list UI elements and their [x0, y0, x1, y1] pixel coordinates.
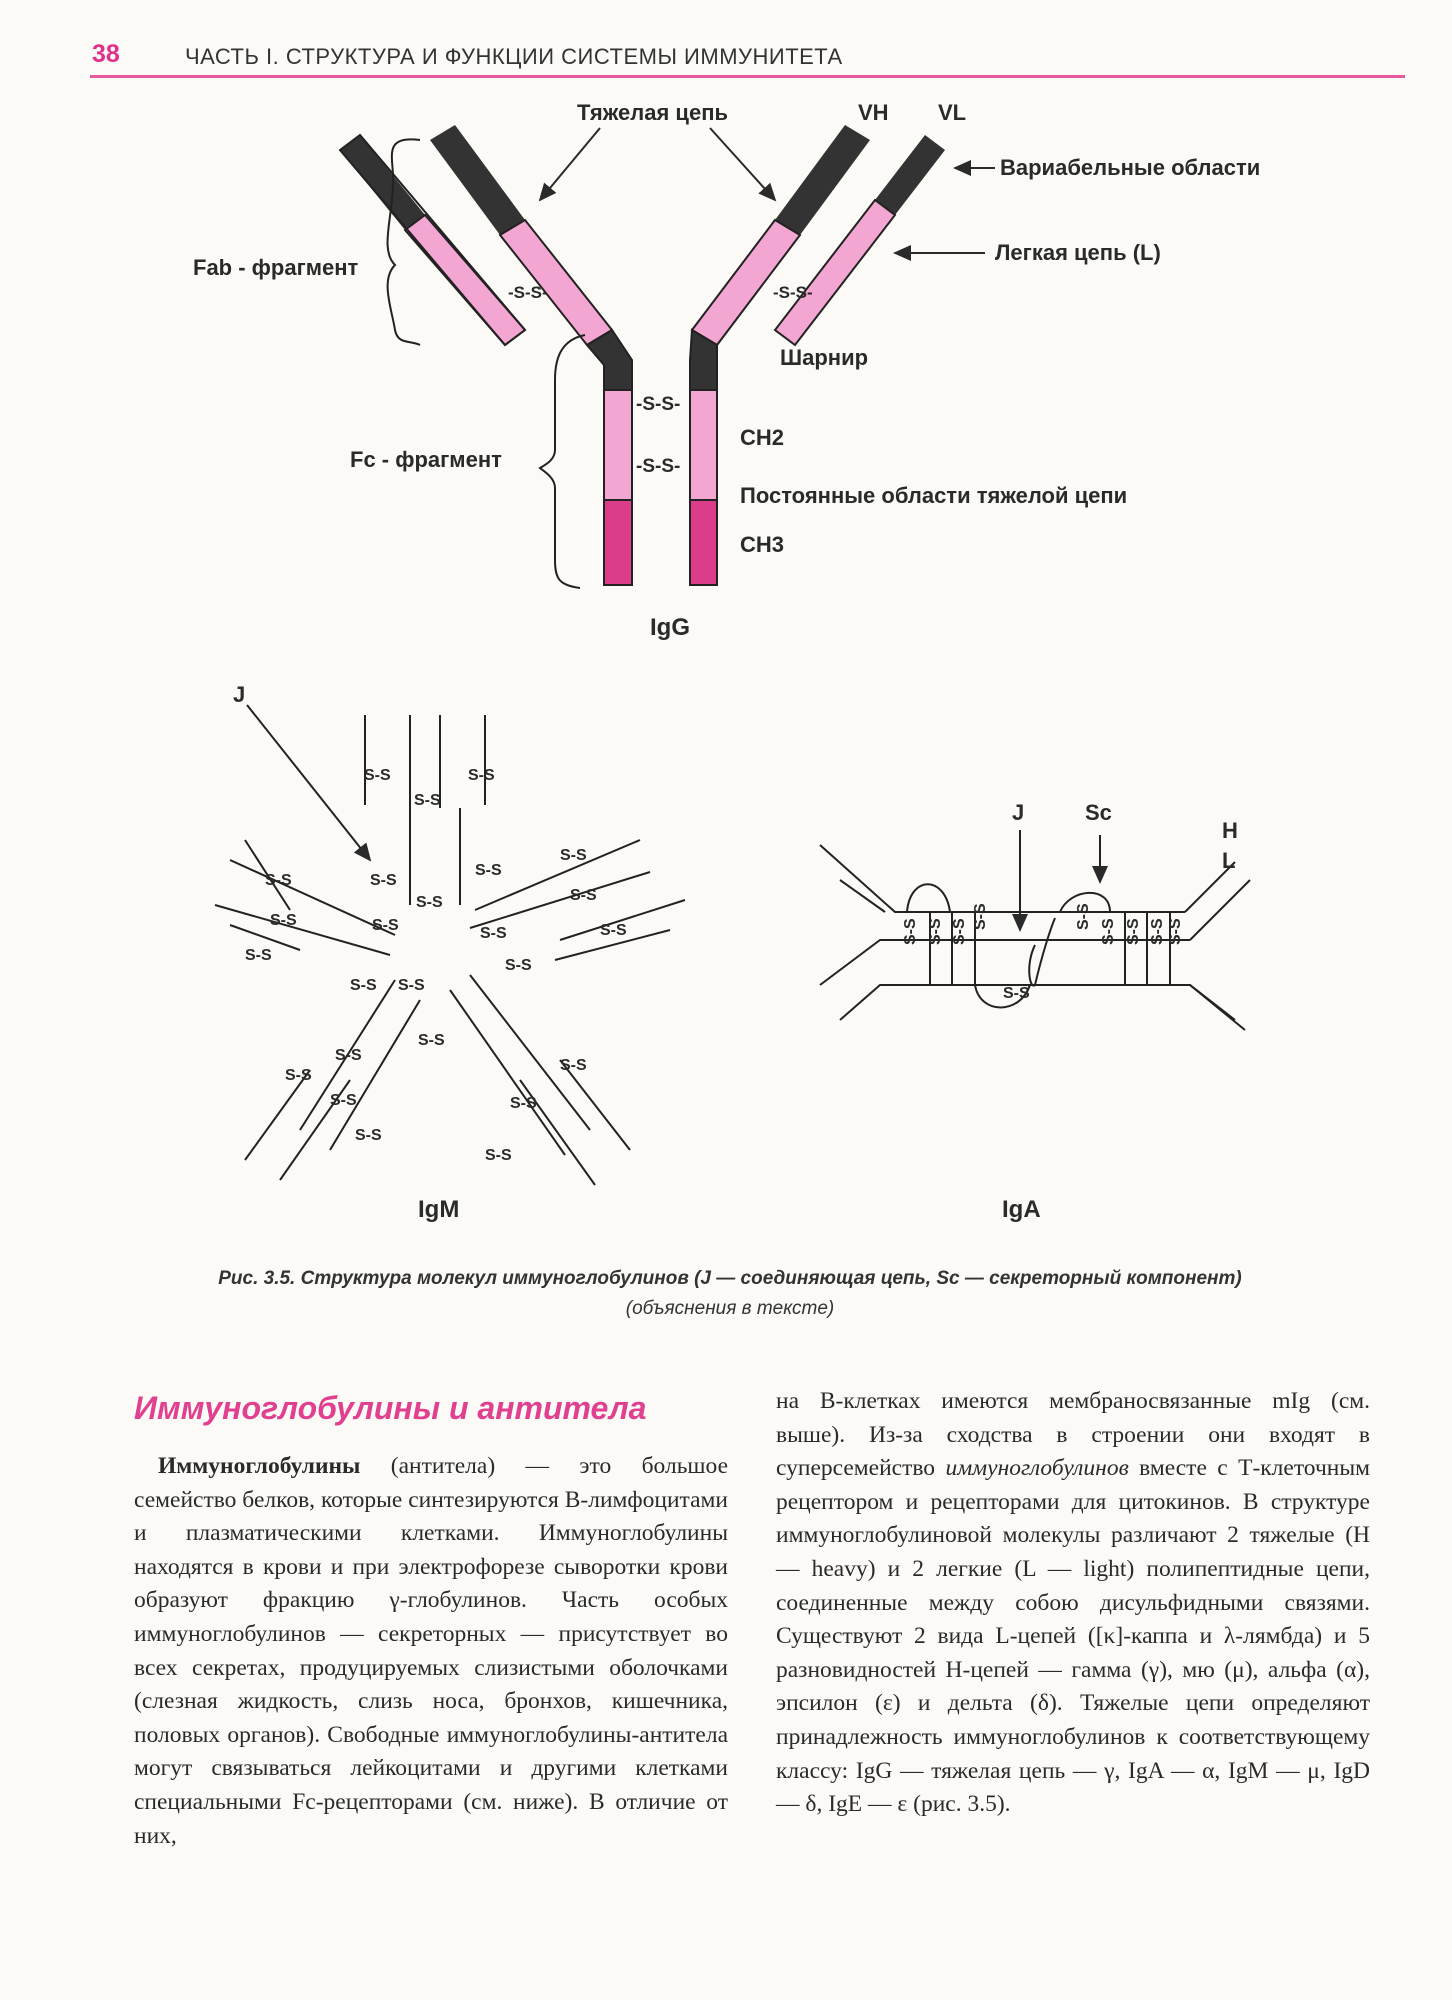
- iga-ss: S-S: [1125, 918, 1142, 945]
- igg-ss-right: -S-S-: [773, 283, 813, 302]
- igm-ss: S-S: [560, 847, 587, 864]
- iga-sc-label: Sc: [1085, 800, 1112, 825]
- left-light-chain: [340, 135, 525, 345]
- variable-regions-label: Вариабельные области: [1000, 155, 1261, 180]
- fab-label: Fab - фрагмент: [193, 255, 359, 280]
- igm-ss: S-S: [416, 894, 443, 911]
- igm-ss: S-S: [335, 1047, 362, 1064]
- figure-caption-line2: (объяснения в тексте): [625, 1298, 835, 1319]
- igm-ss: S-S: [355, 1127, 382, 1144]
- iga-ss: S-S: [1075, 903, 1092, 930]
- heavy-arrow-left: [540, 128, 600, 200]
- fc-label: Fc - фрагмент: [350, 447, 502, 472]
- igm-ss: S-S: [330, 1092, 357, 1109]
- fc-brace: [540, 335, 585, 588]
- right-text-1: на В-клетках имеются мембраносвязанные mIg (см. выше). Из-за сходства в строении они входят в суперсемейство: [776, 1388, 1370, 1482]
- igm-ss: S-S: [350, 977, 377, 994]
- igm-ss: S-S: [414, 792, 441, 809]
- iga-ss: S-S: [1167, 918, 1184, 945]
- iga-dimer: [820, 845, 1250, 1030]
- igg-ss-left: -S-S-: [508, 283, 548, 302]
- igm-j-label: J: [233, 682, 246, 707]
- igg-ss-hinge1: -S-S-: [636, 394, 681, 415]
- iga-h-label: H: [1222, 818, 1238, 843]
- iga-ss: S-S: [902, 918, 919, 945]
- ch2-label: CH2: [740, 425, 785, 450]
- igg-ss-hinge2: -S-S-: [636, 456, 681, 477]
- igm-ss: S-S: [570, 887, 597, 904]
- igm-ss: S-S: [245, 947, 272, 964]
- constant-label: Постоянные области тяжелой цепи: [740, 483, 1128, 508]
- left-column: [134, 1450, 728, 1853]
- lead-term: Иммуноглобулины: [158, 1453, 361, 1479]
- section-title: Иммуноглобулины и антитела: [134, 1390, 647, 1426]
- heavy-arrow-right: [710, 128, 775, 200]
- right-light-chain: [775, 135, 945, 345]
- igm-ss: S-S: [398, 977, 425, 994]
- igm-ss: S-S: [285, 1067, 312, 1084]
- page-number: 38: [92, 40, 120, 68]
- iga-ss: S-S: [1003, 985, 1030, 1002]
- right-column: [776, 1385, 1370, 1822]
- igm-ss: S-S: [480, 925, 507, 942]
- vl-label: VL: [938, 100, 967, 125]
- igg-diagram: [0, 0, 1452, 660]
- figure-caption-line1: Рис. 3.5. Структура молекул иммуноглобулинов (J — соединяющая цепь, Sc — секреторный компонент): [218, 1268, 1242, 1289]
- igm-ss: S-S: [505, 957, 532, 974]
- igm-ss: S-S: [372, 917, 399, 934]
- iga-ss: S-S: [1100, 918, 1117, 945]
- vh-label: VH: [858, 100, 889, 125]
- igm-name: IgM: [418, 1196, 460, 1223]
- iga-diagram: [780, 780, 1280, 1240]
- igm-ss: S-S: [485, 1147, 512, 1164]
- igg-name: IgG: [650, 614, 690, 641]
- igm-ss: S-S: [270, 912, 297, 929]
- igm-ss: S-S: [475, 862, 502, 879]
- iga-ss: S-S: [972, 903, 989, 930]
- iga-l-label: L: [1222, 848, 1236, 873]
- iga-ss: S-S: [951, 918, 968, 945]
- heavy-chain-label: Тяжелая цепь: [577, 100, 729, 125]
- hinge-label: Шарнир: [780, 345, 869, 370]
- iga-ss: S-S: [1149, 918, 1166, 945]
- iga-ss: S-S: [927, 918, 944, 945]
- right-text-2: вместе с Т-клеточным рецептором и рецепторами для цитокинов. В структуре иммуноглобулиновой молекулы различают 2 тяжелые (Н — heavy) и 2 легкие (L — light) полипептидные цепи, соединенные между собою дисульфидными связями. Существуют 2 вида L-цепей ([κ]-каппа и λ-лямбда) и 5 разновидностей Н-цепей — гамма (γ), мю (μ), альфа (α), эпсилон (ε) и дельта (δ). Тяжелые цепи определяют принадлежность иммуноглобулинов к соответствующему классу: IgG — тяжелая цепь — γ, IgA — α, IgM — μ, IgD — δ, IgE — ε (рис. 3.5).: [776, 1455, 1370, 1818]
- igm-diagram: [0, 660, 760, 1240]
- igm-j-arrow: [247, 705, 370, 860]
- igm-ss: S-S: [600, 922, 627, 939]
- igm-ss: S-S: [265, 872, 292, 889]
- running-title: ЧАСТЬ I. СТРУКТУРА И ФУНКЦИИ СИСТЕМЫ ИММУНИТЕТА: [185, 44, 843, 69]
- iga-name: IgA: [1002, 1196, 1041, 1223]
- igm-ss: S-S: [510, 1095, 537, 1112]
- igm-ss: S-S: [560, 1057, 587, 1074]
- igm-ss: S-S: [364, 767, 391, 784]
- left-text: (антитела) — это большое семейство белков, которые синтезируются В-лимфоцитами и плазматическими клетками. Иммуноглобулины находятся в крови и при электрофорезе сыворотки крови образуют фракцию γ-глобулинов. Часть особых иммуноглобулинов — секреторных — присутствует во всех секретах, продуцируемых слизистыми оболочками (слезная жидкость, слизь носа, бронхов, кишечника, половых органов). Свободные иммуноглобулины-антитела могут связываться лейкоцитами и другими клетками специальными Fc-рецепторами (см. ниже). В отличие от них,: [134, 1453, 728, 1849]
- igm-ss: S-S: [370, 872, 397, 889]
- igm-ss: S-S: [418, 1032, 445, 1049]
- light-chain-label: Легкая цепь (L): [995, 240, 1161, 265]
- ch3-label: CH3: [740, 532, 785, 557]
- igm-monomers: [215, 715, 685, 1185]
- igm-ss: S-S: [468, 767, 495, 784]
- right-italic-term: иммуноглобулинов: [945, 1455, 1129, 1482]
- iga-j-label: J: [1012, 800, 1025, 825]
- left-heavy-chain: [430, 125, 632, 585]
